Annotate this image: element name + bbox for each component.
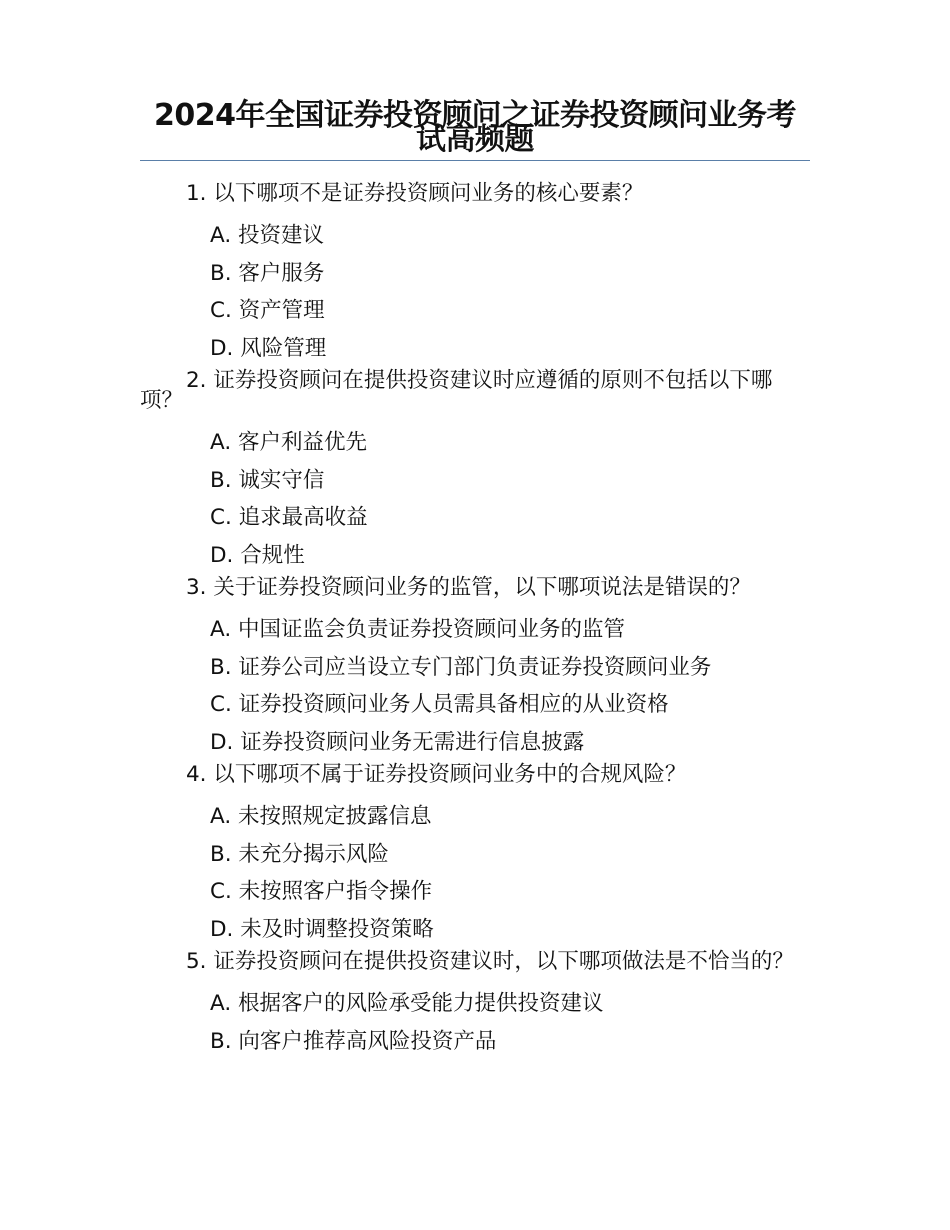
option-d: D. 证券投资顾问业务无需进行信息披露: [210, 729, 585, 755]
question-text: 4. 以下哪项不属于证券投资顾问业务中的合规风险？: [186, 762, 687, 787]
option-b: B. 客户服务: [210, 260, 325, 286]
option-a: A. 根据客户的风险承受能力提供投资建议: [210, 991, 604, 1016]
option-d: D. 风险管理: [210, 335, 327, 361]
question-list: [140, 180, 812, 1060]
option-b: B. 诚实守信: [210, 467, 325, 493]
option-c: C. 未按照客户指令操作: [210, 879, 433, 904]
option-a: A. 未按照规定披露信息: [210, 804, 432, 829]
option-d: D. 未及时调整投资策略: [210, 916, 434, 942]
question-2: [140, 367, 812, 574]
question-text: 1. 以下哪项不是证券投资顾问业务的核心要素？: [186, 181, 644, 206]
document-title: 2024年全国证券投资顾问之证券投资顾问业务考试高频题: [154, 98, 796, 157]
option-b: B. 未充分揭示风险: [210, 841, 389, 867]
option-b: B. 证券公司应当设立专门部门负责证券投资顾问业务: [210, 654, 712, 680]
option-a: A. 中国证监会负责证券投资顾问业务的监管: [210, 617, 626, 642]
option-d: D. 合规性: [210, 542, 305, 568]
question-text: 5. 证券投资顾问在提供投资建议时，以下哪项做法是不恰当的？: [186, 949, 794, 974]
title-divider: [140, 160, 810, 161]
question-text: 2. 证券投资顾问在提供投资建议时应遵循的原则不包括以下哪项？: [140, 368, 773, 413]
question-3: [140, 574, 812, 761]
option-a: A. 客户利益优先: [210, 430, 367, 455]
option-a: A. 投资建议: [210, 223, 324, 248]
option-b: B. 向客户推荐高风险投资产品: [210, 1028, 497, 1054]
option-c: C. 证券投资顾问业务人员需具备相应的从业资格: [210, 692, 669, 717]
question-text: 3. 关于证券投资顾问业务的监管，以下哪项说法是错误的？: [186, 575, 751, 600]
question-1: [140, 180, 812, 367]
option-c: C. 资产管理: [210, 298, 325, 323]
question-4: [140, 761, 812, 948]
option-c: C. 追求最高收益: [210, 505, 368, 530]
question-5: [140, 948, 812, 1060]
